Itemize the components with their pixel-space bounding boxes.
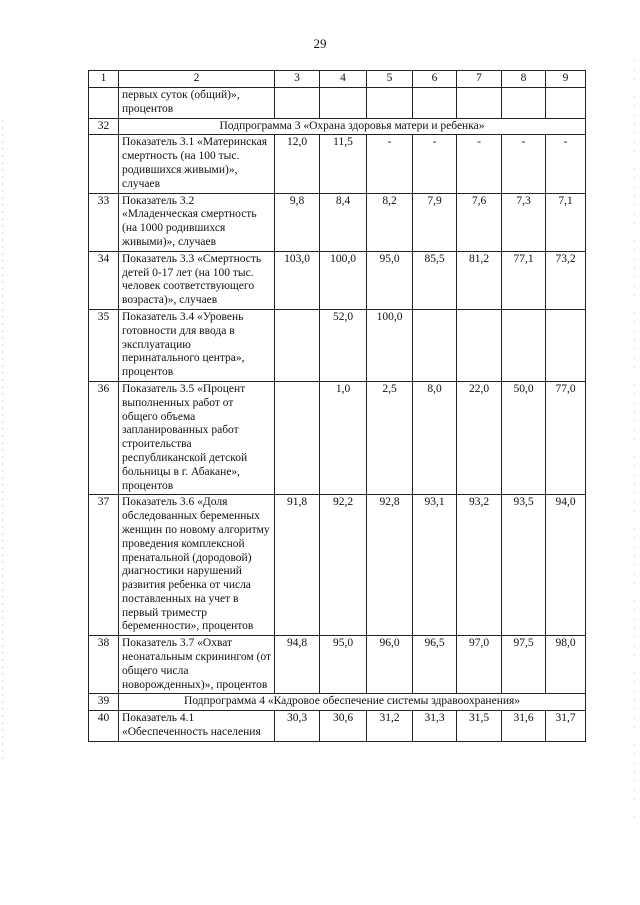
value-cell: 30,3 <box>275 711 320 742</box>
value-cell: 93,1 <box>413 495 457 636</box>
scan-edge-line <box>2 120 3 760</box>
value-cell: 7,9 <box>413 193 457 251</box>
value-cell: 7,6 <box>457 193 502 251</box>
value-cell: 85,5 <box>413 251 457 309</box>
value-cell <box>546 309 586 381</box>
value-cell: 77,0 <box>546 381 586 494</box>
value-cell: 94,8 <box>275 636 320 694</box>
value-cell: - <box>413 135 457 193</box>
value-cell: 31,3 <box>413 711 457 742</box>
indicator-name: Показатель 3.3 «Смертность детей 0-17 лет (на 100 тыс. человек соответствующего возраста)», случаев <box>119 251 275 309</box>
value-cell: 50,0 <box>502 381 546 494</box>
indicator-name: Показатель 3.4 «Уровень готовности для ввода в эксплуатацию перинатального центра», процентов <box>119 309 275 381</box>
row-number: 37 <box>89 495 119 636</box>
subprogram-title: Подпрограмма 3 «Охрана здоровья матери и ребенка» <box>119 118 586 135</box>
value-cell: 52,0 <box>320 309 367 381</box>
value-cell: 30,6 <box>320 711 367 742</box>
value-cell: 81,2 <box>457 251 502 309</box>
table-row <box>89 381 586 494</box>
value-cell: 7,1 <box>546 193 586 251</box>
value-cell <box>502 309 546 381</box>
page-number: 29 <box>313 36 327 51</box>
indicator-name: первых суток (общий)», процентов <box>119 88 275 119</box>
value-cell: 93,5 <box>502 495 546 636</box>
value-cell: 94,0 <box>546 495 586 636</box>
value-cell: 93,2 <box>457 495 502 636</box>
section-row <box>89 694 586 711</box>
value-cell <box>413 309 457 381</box>
value-cell: 96,5 <box>413 636 457 694</box>
indicator-table <box>88 70 586 742</box>
header-cell: 6 <box>413 71 457 88</box>
value-cell: 92,8 <box>367 495 413 636</box>
value-cell: 9,8 <box>275 193 320 251</box>
value-cell <box>275 309 320 381</box>
header-cell: 3 <box>275 71 320 88</box>
value-cell: 92,2 <box>320 495 367 636</box>
row-number <box>89 135 119 193</box>
value-cell: 12,0 <box>275 135 320 193</box>
value-cell: 31,6 <box>502 711 546 742</box>
header-cell: 8 <box>502 71 546 88</box>
table-row <box>89 636 586 694</box>
row-number <box>89 88 119 119</box>
table-header-row <box>89 71 586 88</box>
indicator-name: Показатель 3.2 «Младенческая смертность (на 1000 родившихся живыми)», случаев <box>119 193 275 251</box>
indicator-name: Показатель 3.6 «Доля обследованных беременных женщин по новому алгоритму проведения комплексной пренатальной (дородовой) диагностики нарушений развития ребенка от числа поставленных на учет в первый триместр беременности», процентов <box>119 495 275 636</box>
row-number: 36 <box>89 381 119 494</box>
table-body <box>89 71 586 742</box>
value-cell: 95,0 <box>320 636 367 694</box>
value-cell: 97,5 <box>502 636 546 694</box>
section-row <box>89 118 586 135</box>
scan-edge-line <box>634 60 635 820</box>
header-cell: 4 <box>320 71 367 88</box>
value-cell: 100,0 <box>320 251 367 309</box>
indicator-name: Показатель 3.5 «Процент выполненных работ от общего объема запланированных работ строительства республиканской детской больницы в г. Абакане», процентов <box>119 381 275 494</box>
row-number: 32 <box>89 118 119 135</box>
header-cell: 1 <box>89 71 119 88</box>
value-cell <box>320 88 367 119</box>
value-cell <box>413 88 457 119</box>
table-row <box>89 251 586 309</box>
table-row <box>89 88 586 119</box>
value-cell: 8,0 <box>413 381 457 494</box>
value-cell: 11,5 <box>320 135 367 193</box>
value-cell: - <box>457 135 502 193</box>
row-number: 40 <box>89 711 119 742</box>
value-cell: 8,4 <box>320 193 367 251</box>
table-row <box>89 495 586 636</box>
value-cell: 96,0 <box>367 636 413 694</box>
table-row <box>89 193 586 251</box>
value-cell: 73,2 <box>546 251 586 309</box>
value-cell: - <box>367 135 413 193</box>
value-cell <box>457 88 502 119</box>
value-cell: 2,5 <box>367 381 413 494</box>
header-cell: 7 <box>457 71 502 88</box>
table-row <box>89 711 586 742</box>
value-cell <box>275 381 320 494</box>
value-cell <box>457 309 502 381</box>
value-cell: 22,0 <box>457 381 502 494</box>
value-cell: 7,3 <box>502 193 546 251</box>
table-row <box>89 309 586 381</box>
row-number: 34 <box>89 251 119 309</box>
row-number: 38 <box>89 636 119 694</box>
value-cell: 97,0 <box>457 636 502 694</box>
value-cell: - <box>502 135 546 193</box>
value-cell: 91,8 <box>275 495 320 636</box>
row-number: 33 <box>89 193 119 251</box>
header-cell: 2 <box>119 71 275 88</box>
value-cell <box>275 88 320 119</box>
header-cell: 5 <box>367 71 413 88</box>
value-cell: 77,1 <box>502 251 546 309</box>
subprogram-title: Подпрограмма 4 «Кадровое обеспечение системы здравоохранения» <box>119 694 586 711</box>
value-cell: 31,7 <box>546 711 586 742</box>
value-cell: 98,0 <box>546 636 586 694</box>
value-cell: 31,5 <box>457 711 502 742</box>
value-cell: 8,2 <box>367 193 413 251</box>
value-cell: 103,0 <box>275 251 320 309</box>
indicator-name: Показатель 3.1 «Материнская смертность (на 100 тыс. родившихся живыми)», случаев <box>119 135 275 193</box>
value-cell <box>367 88 413 119</box>
value-cell <box>502 88 546 119</box>
value-cell: - <box>546 135 586 193</box>
value-cell: 100,0 <box>367 309 413 381</box>
table-row <box>89 135 586 193</box>
value-cell: 95,0 <box>367 251 413 309</box>
indicator-name: Показатель 4.1 «Обеспеченность населения <box>119 711 275 742</box>
row-number: 35 <box>89 309 119 381</box>
header-cell: 9 <box>546 71 586 88</box>
value-cell: 1,0 <box>320 381 367 494</box>
row-number: 39 <box>89 694 119 711</box>
indicator-name: Показатель 3.7 «Охват неонатальным скринингом (от общего числа новорожденных)», процентов <box>119 636 275 694</box>
value-cell: 31,2 <box>367 711 413 742</box>
value-cell <box>546 88 586 119</box>
